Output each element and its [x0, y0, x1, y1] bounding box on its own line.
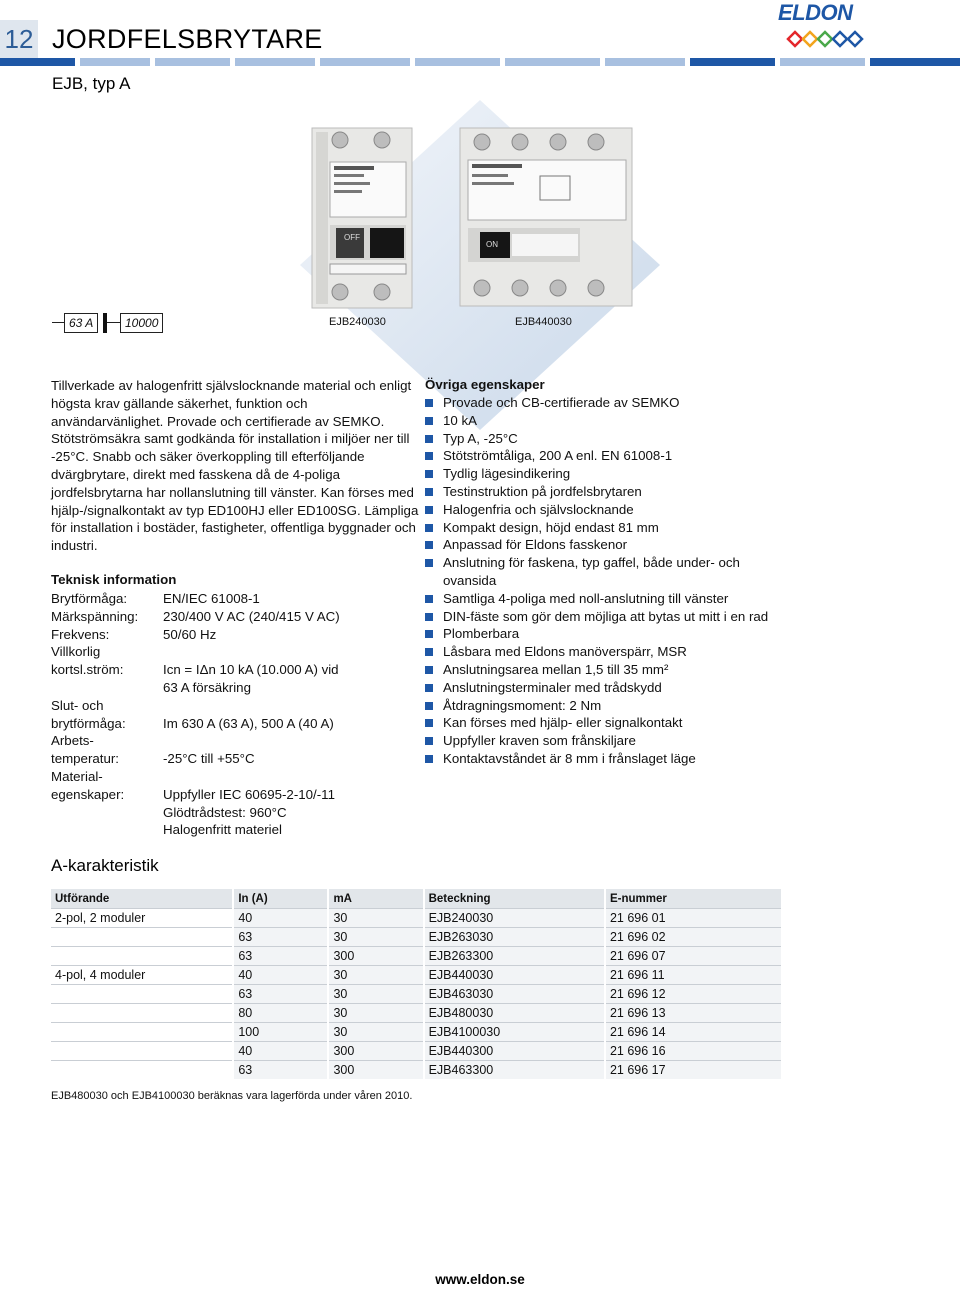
feature-item	[425, 679, 785, 697]
feature-item	[425, 714, 785, 732]
technical-info-label: Märkspänning:	[51, 608, 139, 624]
feature-text: Tydlig lägesindikering	[443, 466, 571, 482]
table-row	[51, 1023, 782, 1042]
feature-item	[425, 554, 785, 590]
page-number: 12	[0, 20, 38, 58]
table-cell: EJB463300	[424, 1061, 605, 1080]
bullet-square-icon	[425, 470, 433, 478]
technical-info-value: -25°C till +55°C	[163, 751, 255, 767]
feature-text: Anslutningsterminaler med trådskydd	[443, 679, 662, 695]
table-cell: 100	[233, 1023, 328, 1042]
page-title: JORDFELSBRYTARE	[52, 24, 323, 54]
feature-text: Anslutning för faskena, typ gaffel, både under- och ovansida	[443, 555, 740, 588]
table-title: A-karakteristik	[51, 856, 159, 875]
table-cell: 30	[328, 1004, 423, 1023]
feature-text: Anpassad för Eldons fasskenor	[443, 537, 628, 553]
table-cell: 21 696 11	[605, 966, 782, 985]
table-cell: EJB440030	[424, 966, 605, 985]
bullet-square-icon	[425, 452, 433, 460]
feature-text: Stötströmtåliga, 200 A enl. EN 61008-1	[443, 448, 673, 464]
technical-info-label: Arbets-	[51, 733, 94, 749]
table-row	[51, 909, 782, 928]
table-row	[51, 1004, 782, 1023]
table-cell: 4-pol, 4 moduler	[51, 966, 233, 985]
breaking-capacity-box: 10000	[120, 313, 163, 333]
technical-info-value: 63 A försäkring	[163, 680, 251, 695]
bullet-square-icon	[425, 595, 433, 603]
feature-item	[425, 608, 785, 626]
technical-info-label: egenskaper:	[51, 786, 125, 802]
header-stripes	[0, 58, 960, 66]
table-cell: 30	[328, 966, 423, 985]
table-cell: 21 696 14	[605, 1023, 782, 1042]
bullet-square-icon	[425, 755, 433, 763]
table-cell	[51, 1023, 233, 1042]
table-cell: 40	[233, 909, 328, 928]
website-url: www.eldon.se	[435, 1272, 525, 1287]
feature-text: Samtliga 4-poliga med noll-anslutning till vänster	[443, 590, 729, 606]
table-cell: EJB240030	[424, 909, 605, 928]
feature-text: Provade och CB-certifierade av SEMKO	[443, 395, 680, 410]
feature-text: Låsbara med Eldons manöverspärr, MSR	[443, 644, 687, 660]
table-cell: 80	[233, 1004, 328, 1023]
feature-item	[425, 732, 785, 750]
table-header-row	[51, 889, 782, 909]
feature-text: Plomberbara	[443, 626, 520, 642]
feature-text: Anslutningsarea mellan 1,5 till 35 mm²	[443, 661, 669, 677]
table-cell	[51, 985, 233, 1004]
product-code-right: EJB440030	[515, 316, 572, 328]
bullet-square-icon	[425, 648, 433, 656]
table-cell: 300	[328, 947, 423, 966]
table-cell: EJB4100030	[424, 1023, 605, 1042]
table-cell: 30	[328, 909, 423, 928]
product-table	[51, 889, 783, 1079]
table-row	[51, 947, 782, 966]
table-header-cell: Utförande	[51, 889, 233, 909]
table-row	[51, 985, 782, 1004]
technical-info-label: Brytförmåga:	[51, 591, 128, 606]
feature-item	[425, 750, 785, 768]
table-cell: 63	[233, 947, 328, 966]
feature-item	[425, 643, 785, 661]
logo-diamonds-icon	[782, 26, 868, 52]
page-subtitle: EJB, typ A	[52, 74, 131, 93]
feature-text: Halogenfria och självslocknande	[443, 501, 634, 517]
table-cell: 63	[233, 928, 328, 947]
table-cell: 21 696 17	[605, 1061, 782, 1080]
technical-info-value: 230/400 V AC (240/415 V AC)	[163, 608, 340, 624]
table-row	[51, 928, 782, 947]
product-code-left: EJB240030	[329, 316, 386, 328]
table-cell: EJB263300	[424, 947, 605, 966]
technical-info-value: Icn = IΔn 10 kA (10.000 A) vid	[163, 662, 339, 678]
technical-info-label: temperatur:	[51, 751, 119, 767]
features-title: Övriga egenskaper	[425, 377, 545, 392]
feature-text: Kan förses med hjälp- eller signalkontakt	[443, 715, 683, 731]
table-cell: 21 696 02	[605, 928, 782, 947]
table-cell: 40	[233, 1042, 328, 1061]
feature-item	[425, 697, 785, 715]
technical-info-value: Uppfyller IEC 60695-2-10/-11	[163, 786, 335, 802]
technical-info-value: Halogenfritt materiel	[163, 822, 282, 838]
bullet-square-icon	[425, 524, 433, 532]
technical-info-label: brytförmåga:	[51, 715, 126, 731]
table-cell: 40	[233, 966, 328, 985]
bullet-square-icon	[425, 435, 433, 443]
table-cell: EJB263030	[424, 928, 605, 947]
technical-info-label: Frekvens:	[51, 626, 110, 642]
technical-info-label: kortsl.ström:	[51, 662, 124, 678]
table-row	[51, 966, 782, 985]
bullet-square-icon	[425, 630, 433, 638]
bullet-square-icon	[425, 488, 433, 496]
table-cell: 21 696 07	[605, 947, 782, 966]
bullet-square-icon	[425, 702, 433, 710]
technical-info-title: Teknisk information	[51, 572, 177, 587]
table-cell: EJB463030	[424, 985, 605, 1004]
feature-text: Kompakt design, höjd endast 81 mm	[443, 519, 659, 535]
table-header-cell: mA	[328, 889, 423, 909]
table-header-cell: Beteckning	[424, 889, 605, 909]
bullet-square-icon	[425, 666, 433, 674]
feature-text: Testinstruktion på jordfelsbrytaren	[443, 483, 642, 499]
table-cell: EJB480030	[424, 1004, 605, 1023]
table-row	[51, 1061, 782, 1080]
bullet-square-icon	[425, 737, 433, 745]
feature-item	[425, 519, 785, 537]
table-cell: 21 696 16	[605, 1042, 782, 1061]
table-cell	[51, 947, 233, 966]
logo-wordmark: ELDON	[778, 0, 853, 25]
table-footnote: EJB480030 och EJB4100030 beräknas vara lagerförda under våren 2010.	[51, 1090, 413, 1102]
table-cell: EJB440300	[424, 1042, 605, 1061]
technical-info-value: Im 630 A (63 A), 500 A (40 A)	[163, 715, 334, 731]
product-code-row	[52, 313, 612, 333]
table-cell	[51, 928, 233, 947]
bullet-square-icon	[425, 399, 433, 407]
technical-info-label: Villkorlig	[51, 644, 101, 660]
feature-text: Åtdragningsmoment: 2 Nm	[443, 697, 602, 713]
bullet-square-icon	[425, 559, 433, 567]
feature-item	[425, 483, 785, 501]
bullet-square-icon	[425, 506, 433, 514]
technical-info-value: Glödtrådstest: 960°C	[163, 804, 287, 820]
feature-item	[425, 501, 785, 519]
feature-item	[425, 661, 785, 679]
feature-item	[425, 625, 785, 643]
feature-text: Typ A, -25°C	[443, 430, 518, 446]
table-row	[51, 1042, 782, 1061]
bullet-square-icon	[425, 719, 433, 727]
table-cell	[51, 1061, 233, 1080]
technical-info-value: EN/IEC 61008-1	[163, 591, 260, 606]
table-cell: 21 696 12	[605, 985, 782, 1004]
rating-box: 63 A	[64, 313, 98, 333]
table-header-cell: In (A)	[233, 889, 328, 909]
table-cell: 21 696 01	[605, 909, 782, 928]
table-cell	[51, 1004, 233, 1023]
feature-item	[425, 590, 785, 608]
feature-item	[425, 430, 785, 448]
intro-paragraph: Tillverkade av halogenfritt självslocknande material och enligt högsta krav gällande säkerhet, funktion och användarvänlighet. Provade och certifierade av SEMKO. Stötströmsäkra samt godkända för installation i miljöer ner till -25°C. Snabb och säker överkoppling till efterföljande dvärgbrytare, direkt med fasskena då de 4-poliga jordfelsbrytarna har nollanslutning till vänster. Kan förses med hjälp-/signalkontakt av typ ED100HJ eller ED100SG. Lämpliga för installation i bostäder, fastigheter, offentliga byggnader och industri.	[51, 378, 419, 554]
switch-on-label: ON	[486, 240, 498, 249]
feature-item	[425, 465, 785, 483]
table-cell: 63	[233, 1061, 328, 1080]
feature-item	[425, 447, 785, 465]
table-cell: 30	[328, 928, 423, 947]
technical-info-label: Material-	[51, 769, 103, 784]
table-cell: 300	[328, 1061, 423, 1080]
technical-info-value: 50/60 Hz	[163, 626, 217, 642]
table-cell: 300	[328, 1042, 423, 1061]
bullet-square-icon	[425, 541, 433, 549]
table-cell: 21 696 13	[605, 1004, 782, 1023]
table-cell: 30	[328, 1023, 423, 1042]
table-cell: 30	[328, 985, 423, 1004]
breaker-4-pole	[460, 128, 632, 306]
feature-item	[425, 536, 785, 554]
bullet-square-icon	[425, 613, 433, 621]
feature-text: Uppfyller kraven som frånskiljare	[443, 733, 636, 749]
feature-text: DIN-fäste som gör dem möjliga att bytas ut mitt i en rad	[443, 608, 769, 624]
breaker-2-pole	[312, 128, 412, 308]
switch-off-label: OFF	[344, 233, 360, 242]
feature-item	[425, 394, 785, 412]
table-header-cell: E-nummer	[605, 889, 782, 909]
technical-info-label: Slut- och	[51, 697, 104, 713]
feature-item	[425, 412, 785, 430]
features-list	[425, 394, 785, 768]
bullet-square-icon	[425, 417, 433, 425]
feature-text: 10 kA	[443, 412, 478, 428]
feature-text: Kontaktavståndet är 8 mm i frånslaget läge	[443, 750, 696, 766]
table-cell: 63	[233, 985, 328, 1004]
table-cell: 2-pol, 2 moduler	[51, 909, 233, 928]
table-cell	[51, 1042, 233, 1061]
bullet-square-icon	[425, 684, 433, 692]
